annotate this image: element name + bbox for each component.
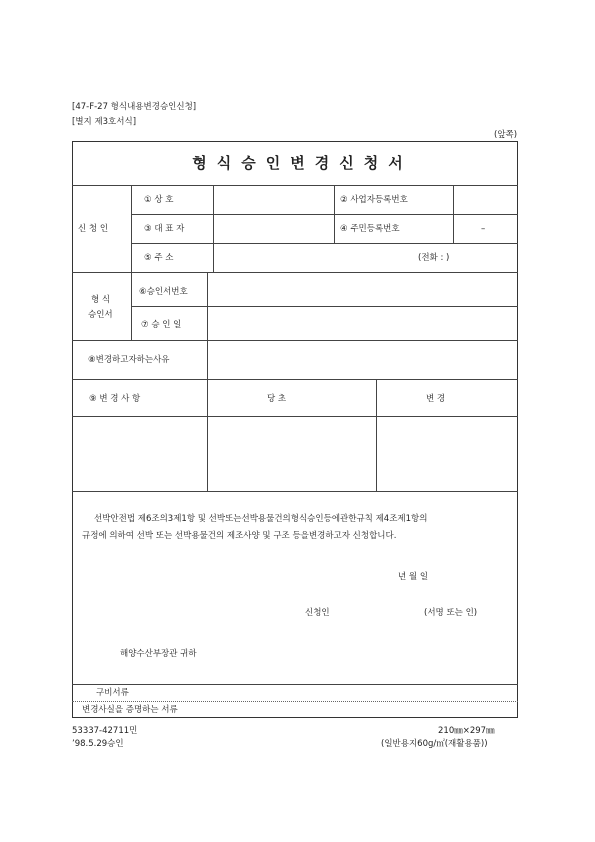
row-divider (72, 684, 518, 685)
changed-content-field[interactable] (377, 417, 517, 490)
row-divider (72, 379, 518, 380)
sign-or-seal-label: (서명 또는 인) (424, 608, 478, 618)
phone-label: (전화 : ) (418, 253, 450, 263)
changed-column-label: 변 경 (426, 394, 446, 404)
business-number-field[interactable] (454, 186, 517, 213)
address-label: ⑤ 주 소 (144, 253, 174, 263)
change-items-field[interactable] (73, 417, 206, 490)
company-name-field[interactable] (214, 186, 333, 213)
approval-date-footer: ’98.5.29승인 (72, 739, 124, 749)
required-documents-label: 구비서류 (96, 688, 129, 698)
approval-date-label: ⑦ 승 인 일 (141, 320, 182, 330)
address-field[interactable] (214, 244, 404, 271)
application-date: 년 월 일 (398, 572, 429, 582)
change-reason-field[interactable] (208, 341, 517, 378)
original-content-field[interactable] (208, 417, 375, 490)
paper-spec: (일반용지60g/㎡(재활용품)) (381, 739, 488, 749)
certificate-number-label: ⑥승인서번호 (139, 287, 188, 297)
addressee: 해양수산부장관 귀하 (120, 649, 197, 659)
col-divider (334, 185, 335, 243)
col-divider (131, 185, 132, 340)
approval-date-field[interactable] (208, 307, 517, 339)
certificate-number-field[interactable] (208, 273, 517, 305)
original-column-label: 당 초 (267, 394, 287, 404)
applicant-signature-label: 신청인 (305, 608, 330, 618)
approval-group-label: 형 식 (91, 295, 111, 305)
form-code: [47-F-27 형식내용변경승인신청] (72, 102, 197, 112)
row-divider (72, 491, 518, 492)
form-serial-number: 53337-42711민 (72, 726, 138, 736)
resident-number-label: ④ 주민등록번호 (340, 224, 400, 234)
representative-field[interactable] (214, 215, 333, 242)
statement-line-2: 규정에 의하여 선박 또는 선박용물건의 제조사양 및 구조 등을변경하고자 신청합니다. (82, 531, 397, 541)
page-side-label: (앞쪽) (494, 130, 518, 140)
statement-line-1: 선박안전법 제6조의3제1항 및 선박또는선박용물건의형식승인등에관한규칙 제4조제1항의 (94, 514, 428, 524)
change-reason-label: ⑧변경하고자하는사유 (88, 355, 170, 365)
business-number-label: ② 사업자등록번호 (340, 195, 408, 205)
change-items-label: ⑨ 변 경 사 항 (89, 394, 141, 404)
form-title: 형식승인변경신청서 (192, 154, 413, 172)
representative-label: ③ 대 표 자 (144, 224, 185, 234)
approval-group-label: 승인서 (88, 310, 113, 320)
paper-size: 210㎜×297㎜ (438, 726, 495, 736)
documents-divider (72, 701, 518, 702)
required-document-item: 변경사실을 증명하는 서류 (82, 705, 178, 715)
applicant-group-label: 신 청 인 (78, 224, 109, 234)
annex-label: [별지 제3호서식] (72, 117, 137, 127)
company-name-label: ① 상 호 (144, 195, 174, 205)
resident-number-field[interactable]: – (481, 224, 486, 234)
